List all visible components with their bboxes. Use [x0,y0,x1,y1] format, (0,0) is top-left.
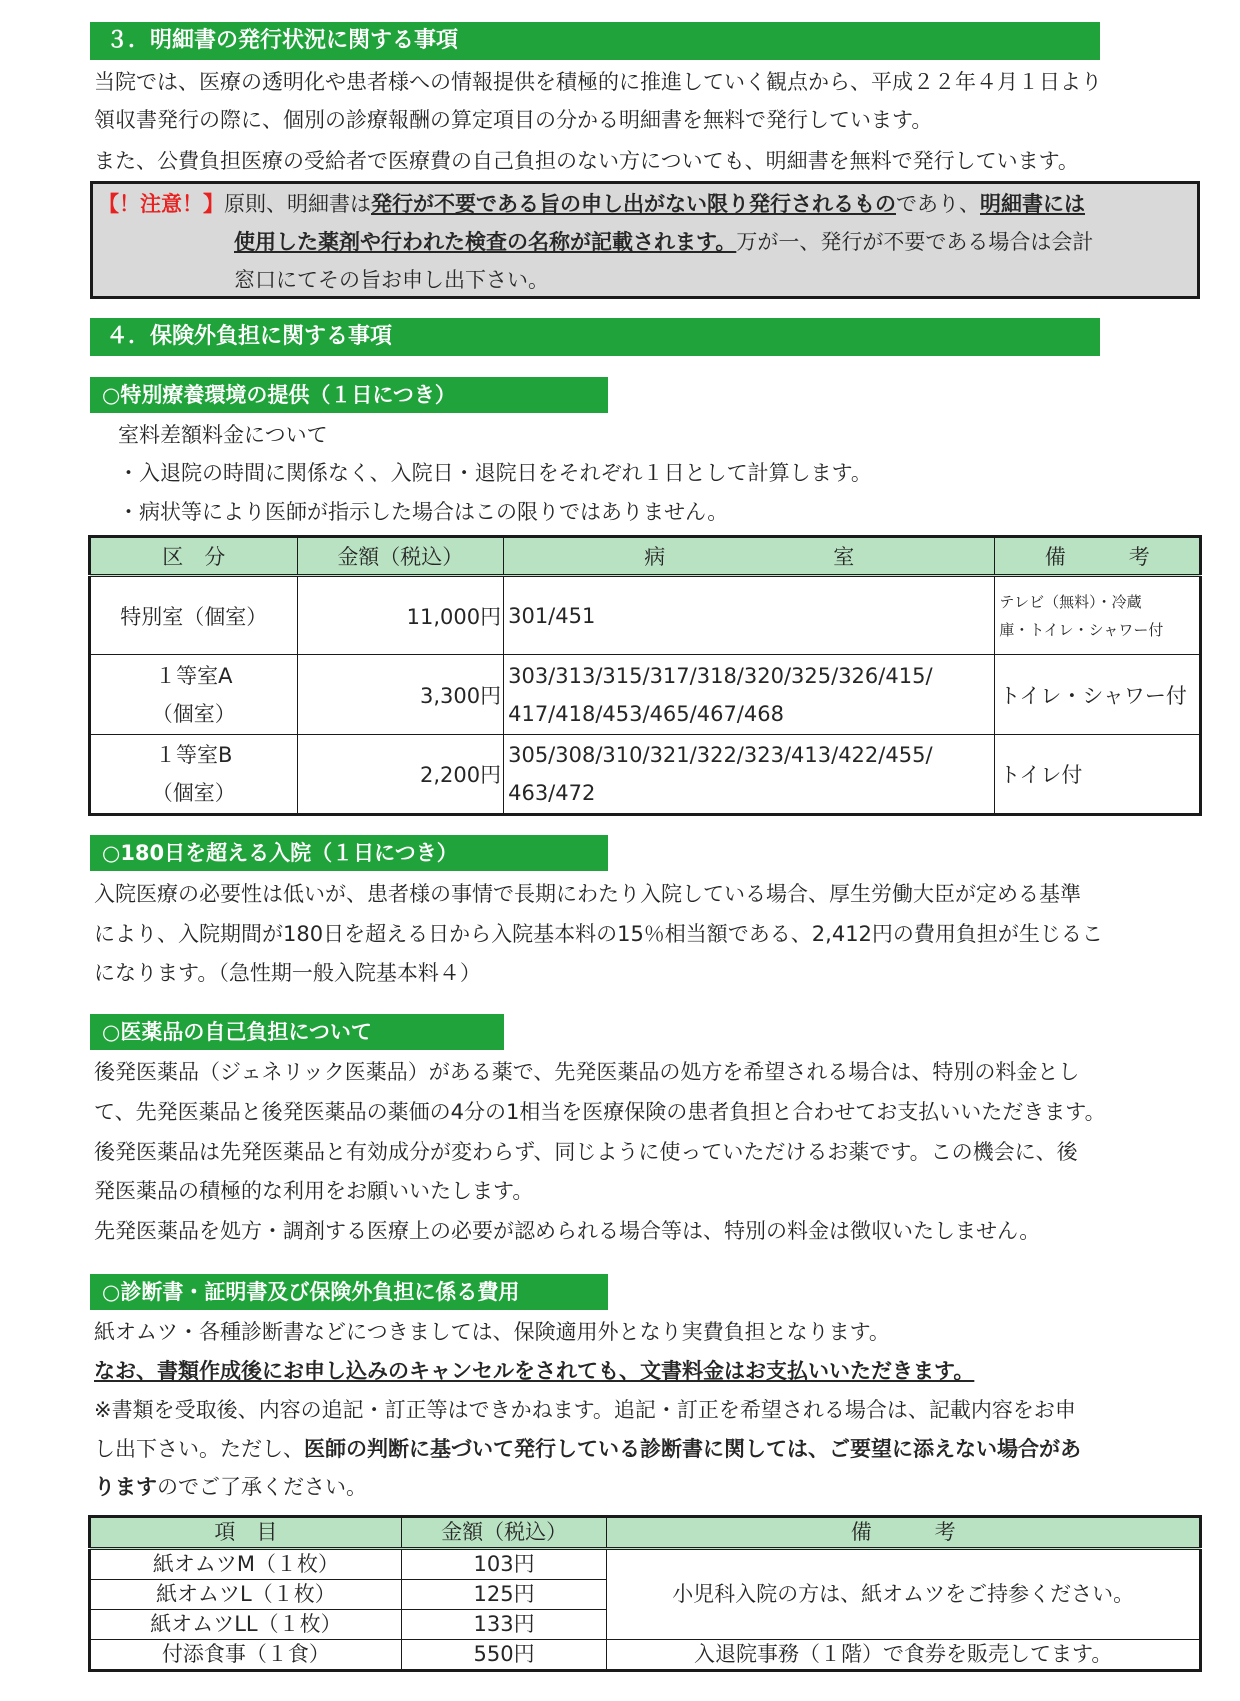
column-header: 備 考 [607,1517,1201,1549]
table-row [90,1549,1201,1580]
cert-line-5: りますのでご了承ください。 [94,1475,367,1499]
drug-line-4: 発医薬品の積極的な利用をお願いいたします。 [94,1179,534,1203]
room-price: 11,000円 [297,576,504,655]
long-stay-line-2: により、入院期間が180日を超える日から入院基本料の15％相当額である、2,412円の費用負担が生じるこ [94,922,1103,946]
room-bullet-1: ・入退院の時間に関係なく、入院日・退院日をそれぞれ１日として計算します。 [118,461,872,485]
cert-line-3: ※書類を受取後、内容の追記・訂正等はできかねます。追記・訂正を希望される場合は、記載内容をお申 [94,1398,1076,1422]
column-header: 備 考 [995,537,1201,576]
cert-line-4: し出下さい。ただし、医師の判断に基づいて発行している診断書に関しては、ご要望に添えない場合があ [94,1437,1081,1461]
table-header-row [90,1517,1201,1549]
section-3-paragraph-1: 当院では、医療の透明化や患者様への情報提供を積極的に推進していく観点から、平成２２年４月１日より [94,70,1102,94]
notice-box [90,181,1200,299]
meal-note: 入退院事務（１階）で食券を販売してます。 [607,1640,1201,1671]
cert-subheading: ○診断書・証明書及び保険外負担に係る費用 [90,1274,608,1310]
notice-emphasis-1: 発行が不要である旨の申し出がない限り発行されるもの [371,192,896,216]
room-numbers: 305/308/310/321/322/323/413/422/455/ 463/472 [504,735,995,815]
room-numbers: 301/451 [504,576,995,655]
fee-price: 125円 [401,1580,607,1610]
fee-price: 550円 [401,1640,607,1671]
fee-table [88,1515,1202,1672]
section-3-paragraph-2: 領収書発行の際に、個別の診療報酬の算定項目の分かる明細書を無料で発行しています。 [94,108,933,132]
notice-emphasis-2: 明細書には [980,192,1085,216]
room-note: テレビ（無料）・冷蔵 庫・トイレ・シャワー付 [995,576,1201,655]
drug-line-3: 後発医薬品は先発医薬品と有効成分が変わらず、同じように使っていただけるお薬です。この機会に、後 [94,1140,1078,1164]
column-header: 金額（税込） [401,1517,607,1549]
table-row [90,655,1201,735]
section-3-heading: ３．明細書の発行状況に関する事項 [90,22,1100,60]
notice-tag: 【！注意！】 [98,192,224,216]
table-row [90,576,1201,655]
drug-subheading: ○医薬品の自己負担について [90,1014,504,1050]
room-intro: 室料差額料金について [118,423,328,447]
fee-item: 紙オムツLL（１枚） [90,1610,402,1640]
room-bullet-2: ・病状等により医師が指示した場合はこの限りではありません。 [118,500,729,524]
table-row [90,1640,1201,1671]
room-class: １等室B （個室） [90,735,298,815]
room-numbers: 303/313/315/317/318/320/325/326/415/ 417/418/453/465/467/468 [504,655,995,735]
long-stay-subheading: ○180日を超える入院（１日につき） [90,835,608,871]
drug-line-5: 先発医薬品を処方・調剤する医療上の必要が認められる場合等は、特別の料金は徴収いたしません。 [94,1219,1041,1243]
room-subheading: ○特別療養環境の提供（１日につき） [90,377,608,413]
section-4-heading: ４．保険外負担に関する事項 [90,318,1100,356]
table-header-row [90,537,1201,576]
long-stay-line-3: になります。（急性期一般入院基本料４） [94,961,481,985]
notice-emphasis-3: 使用した薬剤や行われた検査の名称が記載されます。 [234,230,737,254]
table-row [90,735,1201,815]
cert-emphasis: 医師の判断に基づいて発行している診断書に関しては、ご要望に添えない場合があ [304,1437,1081,1461]
room-fee-table [88,535,1202,816]
column-header: 金額（税込） [297,537,504,576]
notice-text-g: 窓口にてその旨お申し出下さい。 [234,268,549,292]
notice-text-c: であり、 [896,192,980,216]
room-price: 3,300円 [297,655,504,735]
column-header: 病 室 [504,537,995,576]
room-class: １等室A （個室） [90,655,298,735]
diaper-note: 小児科入院の方は、紙オムツをご持参ください。 [607,1549,1201,1640]
drug-line-2: て、先発医薬品と後発医薬品の薬価の4分の1相当を医療保険の患者負担と合わせてお支払いいただきます。 [94,1100,1106,1124]
long-stay-line-1: 入院医療の必要性は低いが、患者様の事情で長期にわたり入院している場合、厚生労働大臣が定める基準 [94,882,1081,906]
column-header: 区 分 [90,537,298,576]
fee-item: 紙オムツL（１枚） [90,1580,402,1610]
room-note: トイレ付 [995,735,1201,815]
fee-item: 紙オムツM（１枚） [90,1549,402,1580]
column-header: 項 目 [90,1517,402,1549]
fee-item: 付添食事（１食） [90,1640,402,1671]
fee-price: 103円 [401,1549,607,1580]
fee-price: 133円 [401,1610,607,1640]
notice-text-f: 万が一、発行が不要である場合は会計 [736,230,1094,254]
room-price: 2,200円 [297,735,504,815]
notice-text-a: 原則、明細書は [224,192,371,216]
section-3-paragraph-3: また、公費負担医療の受給者で医療費の自己負担のない方についても、明細書を無料で発行しています。 [94,149,1079,173]
room-note: トイレ・シャワー付 [995,655,1201,735]
cert-cancel-notice: なお、書類作成後にお申し込みのキャンセルをされても、文書料金はお支払いいただきます。 [94,1359,975,1383]
drug-line-1: 後発医薬品（ジェネリック医薬品）がある薬で、先発医薬品の処方を希望される場合は、特別の料金とし [94,1060,1080,1084]
room-class: 特別室（個室） [90,576,298,655]
cert-line-1: 紙オムツ・各種診断書などにつきましては、保険適用外となり実費負担となります。 [94,1320,890,1344]
